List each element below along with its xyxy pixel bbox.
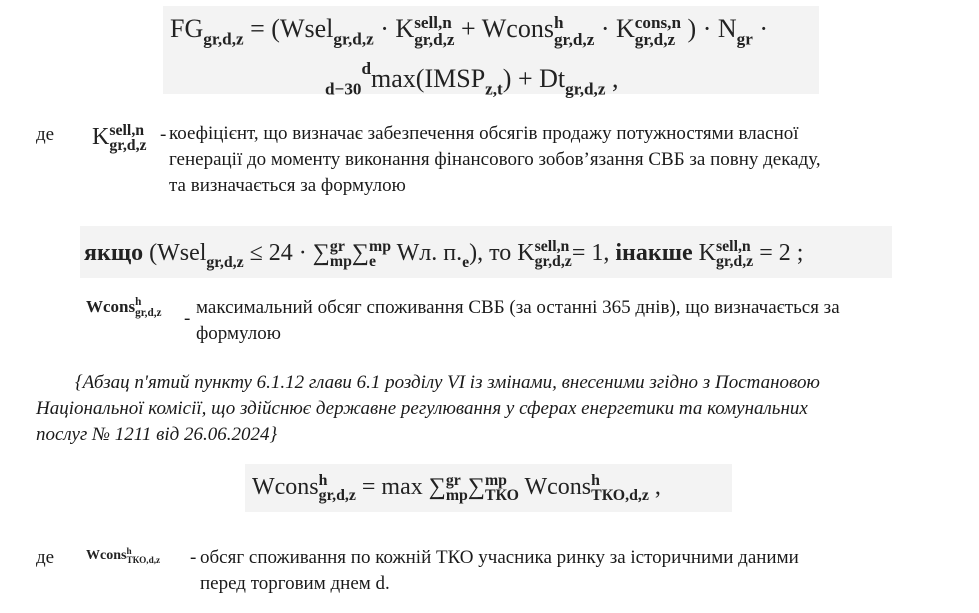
def3-line-2: перед торговим днем d.: [200, 573, 390, 594]
def2-line-1: максимальний обсяг споживання СВБ (за останні 365 днів), що визначається за: [196, 297, 840, 318]
formula-1-line-1: $FG_{gr,d,z}$ = (Wsel$_{gr,d,z}$ · K sell,n gr,d,z + Wcons h gr,d,z · K cons,n gr,d,z ) · $N_{gr}$ ·: [170, 12, 769, 50]
de-label-1: де: [36, 124, 55, 145]
de-label-2: де: [36, 547, 55, 568]
def3-dash: -: [190, 547, 197, 568]
amendment-note-line-1: {Абзац п'ятий пункту 6.1.12 глави 6.1 розділу VI із змінами, внесеними згідно з Постановою: [75, 372, 820, 393]
k-sell-symbol: K sell,n gr,d,z: [92, 121, 147, 155]
def3-line-1: обсяг споживання по кожній ТКО учасника ринку за історичними даними: [200, 547, 799, 568]
def2-dash: -: [184, 308, 191, 329]
def1-dash: -: [160, 124, 167, 145]
formula-2: якщо (Wsel$_{gr,d,z}$ ≤ 24 · ∑ gr mp ∑ mp e Wл. $п._e$), то K sell,n gr,d,z = 1, інакше K sell,n gr,d,z = 2 ;: [84, 237, 804, 272]
wcons-tko-symbol: Wcons h ТКО,d,z: [86, 545, 161, 565]
amendment-note-line-2: Національної комісії, що здійснює державне регулювання у сферах енергетики та комунальних: [36, 398, 808, 419]
def1-line-2: генерації до моменту виконання фінансового зобов’язання СВБ за повну декаду,: [169, 149, 821, 170]
formula-1-line-2: $_{d-30}^d\max(IMSP_{z,t}) + Dt_{gr,d,z}$ ,: [325, 59, 619, 99]
formula-3: Wcons h gr,d,z = max ∑ gr mp ∑ mp ТКО Wcons h ТКО,d,z ,: [252, 471, 661, 505]
def1-line-1: коефіцієнт, що визначає забезпечення обсягів продажу потужностями власної: [169, 123, 799, 144]
amendment-note-line-3: послуг № 1211 від 26.06.2024}: [36, 424, 278, 445]
def2-line-2: формулою: [196, 323, 281, 344]
def1-line-3: та визначається за формулою: [169, 175, 406, 196]
wcons-symbol: Wcons h gr,d,z: [86, 295, 162, 320]
